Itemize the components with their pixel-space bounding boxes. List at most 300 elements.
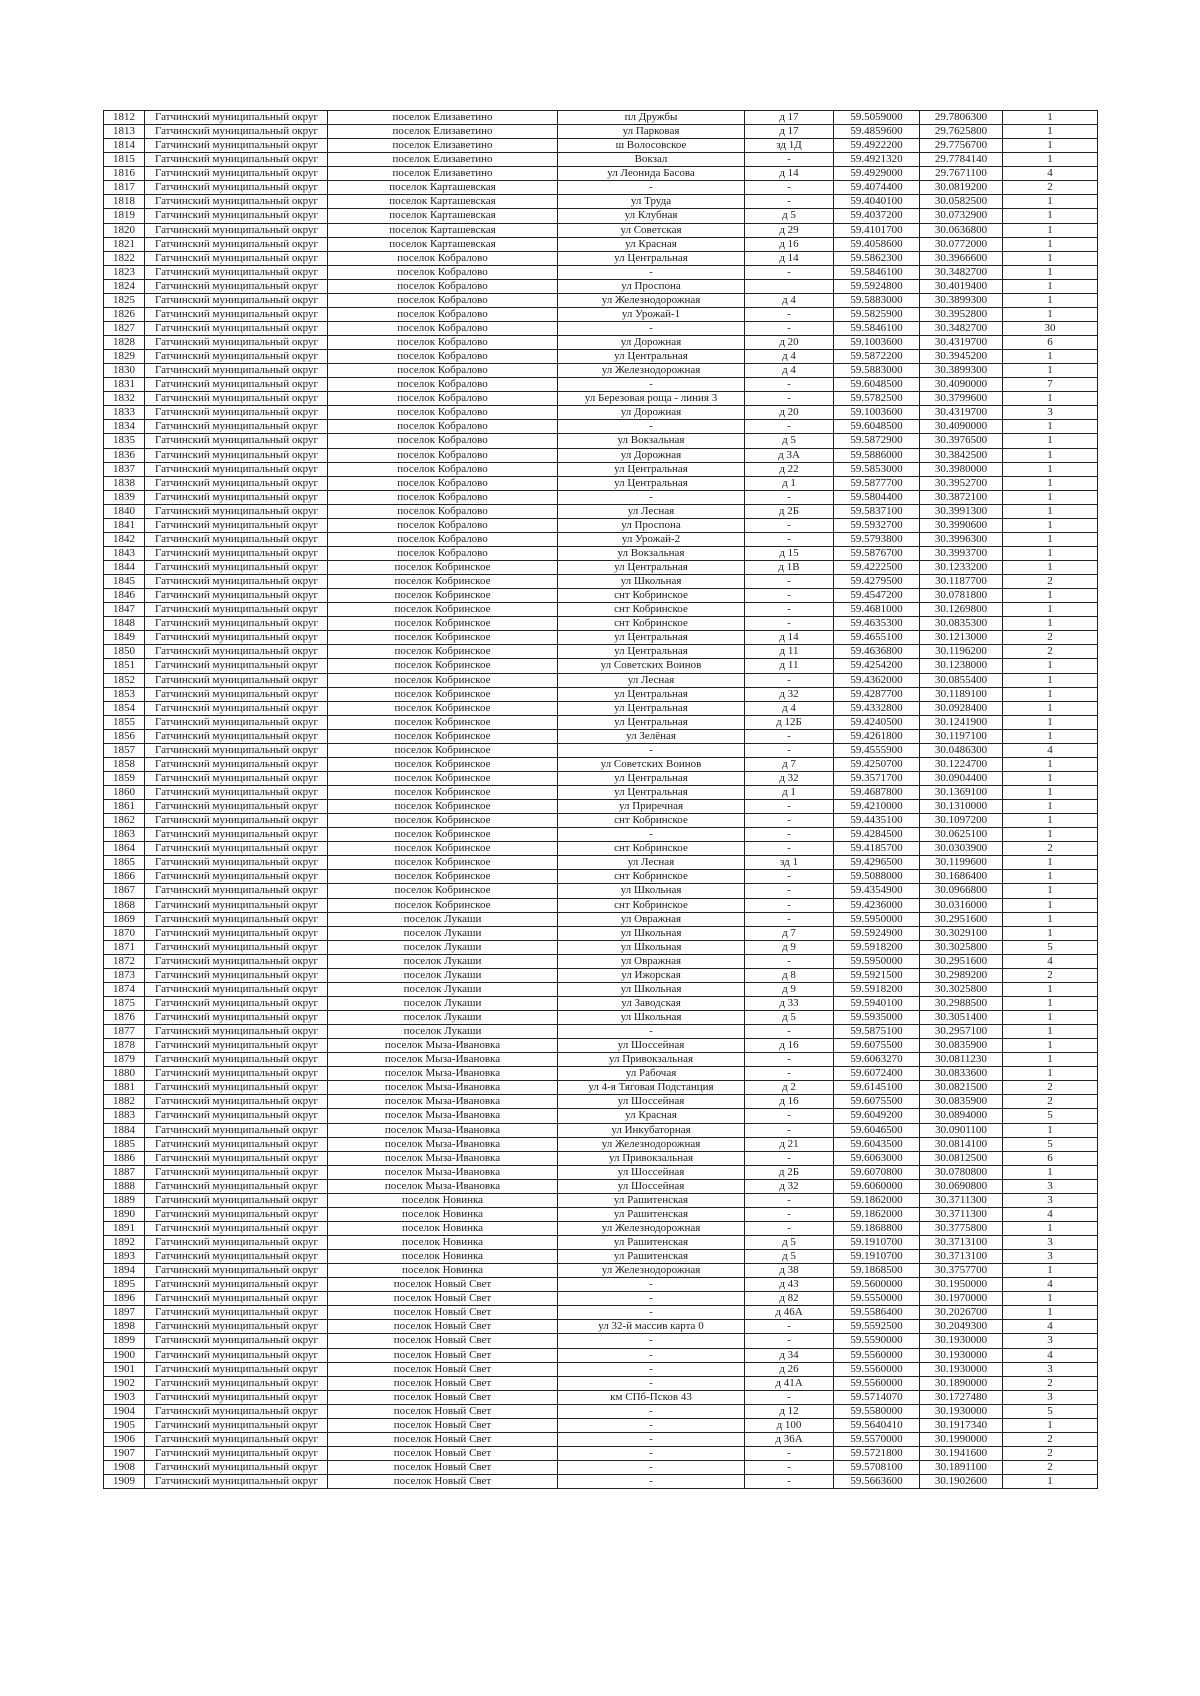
- longitude-cell: 30.4090000: [920, 378, 1003, 392]
- house-cell: д 17: [745, 125, 834, 139]
- district-cell: Гатчинский муниципальный округ: [145, 125, 328, 139]
- row-number-cell: 1879: [104, 1053, 145, 1067]
- street-cell: -: [558, 828, 745, 842]
- longitude-cell: 29.7625800: [920, 125, 1003, 139]
- row-number-cell: 1877: [104, 1025, 145, 1039]
- house-cell: -: [745, 490, 834, 504]
- row-number-cell: 1818: [104, 195, 145, 209]
- house-cell: д 15: [745, 546, 834, 560]
- table-row: [104, 1404, 1098, 1418]
- table-row: [104, 518, 1098, 532]
- street-cell: -: [558, 181, 745, 195]
- count-cell: 1: [1003, 490, 1098, 504]
- longitude-cell: 30.3899300: [920, 364, 1003, 378]
- row-number-cell: 1833: [104, 406, 145, 420]
- settlement-cell: поселок Лукаши: [328, 968, 558, 982]
- row-number-cell: 1837: [104, 462, 145, 476]
- row-number-cell: 1859: [104, 771, 145, 785]
- table-row: [104, 1236, 1098, 1250]
- table-row: [104, 1432, 1098, 1446]
- house-cell: -: [745, 617, 834, 631]
- row-number-cell: 1871: [104, 940, 145, 954]
- count-cell: 2: [1003, 181, 1098, 195]
- street-cell: снт Кобринское: [558, 617, 745, 631]
- district-cell: Гатчинский муниципальный округ: [145, 1236, 328, 1250]
- house-cell: д 14: [745, 251, 834, 265]
- district-cell: Гатчинский муниципальный округ: [145, 167, 328, 181]
- row-number-cell: 1873: [104, 968, 145, 982]
- row-number-cell: 1861: [104, 800, 145, 814]
- settlement-cell: поселок Кобралово: [328, 434, 558, 448]
- longitude-cell: 30.3990600: [920, 518, 1003, 532]
- row-number-cell: 1851: [104, 659, 145, 673]
- street-cell: -: [558, 1348, 745, 1362]
- house-cell: д 20: [745, 406, 834, 420]
- district-cell: Гатчинский муниципальный округ: [145, 912, 328, 926]
- settlement-cell: поселок Кобринское: [328, 617, 558, 631]
- house-cell: д 5: [745, 209, 834, 223]
- settlement-cell: поселок Новый Свет: [328, 1334, 558, 1348]
- latitude-cell: 59.4185700: [834, 842, 920, 856]
- latitude-cell: 59.6075500: [834, 1039, 920, 1053]
- count-cell: 1: [1003, 350, 1098, 364]
- latitude-cell: 59.1003600: [834, 336, 920, 350]
- district-cell: Гатчинский муниципальный округ: [145, 223, 328, 237]
- longitude-cell: 30.1891100: [920, 1461, 1003, 1475]
- street-cell: снт Кобринское: [558, 603, 745, 617]
- longitude-cell: 30.3899300: [920, 293, 1003, 307]
- count-cell: 1: [1003, 1292, 1098, 1306]
- longitude-cell: 29.7784140: [920, 153, 1003, 167]
- longitude-cell: 30.1241900: [920, 715, 1003, 729]
- street-cell: ул Овражная: [558, 954, 745, 968]
- table-row: [104, 589, 1098, 603]
- street-cell: ул Центральная: [558, 631, 745, 645]
- latitude-cell: 59.4240500: [834, 715, 920, 729]
- table-row: [104, 743, 1098, 757]
- table-row: [104, 546, 1098, 560]
- count-cell: 1: [1003, 139, 1098, 153]
- row-number-cell: 1839: [104, 490, 145, 504]
- count-cell: 1: [1003, 434, 1098, 448]
- count-cell: 1: [1003, 659, 1098, 673]
- row-number-cell: 1848: [104, 617, 145, 631]
- row-number-cell: 1844: [104, 561, 145, 575]
- street-cell: ул Проспона: [558, 518, 745, 532]
- table-row: [104, 504, 1098, 518]
- street-cell: -: [558, 1404, 745, 1418]
- settlement-cell: поселок Новинка: [328, 1193, 558, 1207]
- longitude-cell: 30.3842500: [920, 448, 1003, 462]
- district-cell: Гатчинский муниципальный округ: [145, 490, 328, 504]
- row-number-cell: 1864: [104, 842, 145, 856]
- settlement-cell: поселок Новый Свет: [328, 1306, 558, 1320]
- district-cell: Гатчинский муниципальный округ: [145, 828, 328, 842]
- street-cell: ул Березовая роща - линия 3: [558, 392, 745, 406]
- house-cell: -: [745, 420, 834, 434]
- count-cell: 1: [1003, 1011, 1098, 1025]
- count-cell: 2: [1003, 1461, 1098, 1475]
- settlement-cell: поселок Новинка: [328, 1221, 558, 1235]
- district-cell: Гатчинский муниципальный округ: [145, 659, 328, 673]
- settlement-cell: поселок Кобринское: [328, 856, 558, 870]
- table-row: [104, 701, 1098, 715]
- table-row: [104, 771, 1098, 785]
- row-number-cell: 1834: [104, 420, 145, 434]
- house-cell: д 20: [745, 336, 834, 350]
- count-cell: 1: [1003, 1123, 1098, 1137]
- row-number-cell: 1815: [104, 153, 145, 167]
- latitude-cell: 59.5088000: [834, 870, 920, 884]
- latitude-cell: 59.5883000: [834, 364, 920, 378]
- row-number-cell: 1817: [104, 181, 145, 195]
- latitude-cell: 59.5921500: [834, 968, 920, 982]
- settlement-cell: поселок Мыза-Ивановка: [328, 1053, 558, 1067]
- house-cell: д 38: [745, 1264, 834, 1278]
- street-cell: ул Школьная: [558, 884, 745, 898]
- district-cell: Гатчинский муниципальный округ: [145, 350, 328, 364]
- settlement-cell: поселок Новый Свет: [328, 1362, 558, 1376]
- latitude-cell: 59.5560000: [834, 1362, 920, 1376]
- house-cell: д 46А: [745, 1306, 834, 1320]
- longitude-cell: 30.1930000: [920, 1334, 1003, 1348]
- house-cell: д 12Б: [745, 715, 834, 729]
- settlement-cell: поселок Кобринское: [328, 701, 558, 715]
- street-cell: ул Привокзальная: [558, 1053, 745, 1067]
- house-cell: -: [745, 518, 834, 532]
- street-cell: -: [558, 1334, 745, 1348]
- latitude-cell: 59.4435100: [834, 814, 920, 828]
- street-cell: -: [558, 743, 745, 757]
- settlement-cell: поселок Кобринское: [328, 828, 558, 842]
- count-cell: 1: [1003, 771, 1098, 785]
- district-cell: Гатчинский муниципальный округ: [145, 1292, 328, 1306]
- district-cell: Гатчинский муниципальный округ: [145, 1165, 328, 1179]
- table-row: [104, 406, 1098, 420]
- longitude-cell: 30.0690800: [920, 1179, 1003, 1193]
- street-cell: снт Кобринское: [558, 870, 745, 884]
- table-row: [104, 673, 1098, 687]
- house-cell: д 9: [745, 982, 834, 996]
- settlement-cell: поселок Кобралово: [328, 378, 558, 392]
- longitude-cell: 30.3713100: [920, 1236, 1003, 1250]
- settlement-cell: поселок Елизаветино: [328, 139, 558, 153]
- latitude-cell: 59.5846100: [834, 265, 920, 279]
- table-row: [104, 842, 1098, 856]
- district-cell: Гатчинский муниципальный округ: [145, 603, 328, 617]
- district-cell: Гатчинский муниципальный округ: [145, 1025, 328, 1039]
- settlement-cell: поселок Мыза-Ивановка: [328, 1137, 558, 1151]
- table-row: [104, 139, 1098, 153]
- settlement-cell: поселок Лукаши: [328, 996, 558, 1010]
- settlement-cell: поселок Мыза-Ивановка: [328, 1109, 558, 1123]
- settlement-cell: поселок Мыза-Ивановка: [328, 1123, 558, 1137]
- latitude-cell: 59.5935000: [834, 1011, 920, 1025]
- row-number-cell: 1825: [104, 293, 145, 307]
- count-cell: 1: [1003, 195, 1098, 209]
- row-number-cell: 1905: [104, 1418, 145, 1432]
- count-cell: 1: [1003, 814, 1098, 828]
- table-row: [104, 575, 1098, 589]
- latitude-cell: 59.4636800: [834, 645, 920, 659]
- house-cell: -: [745, 1025, 834, 1039]
- longitude-cell: 30.3482700: [920, 321, 1003, 335]
- house-cell: д 7: [745, 926, 834, 940]
- count-cell: 4: [1003, 743, 1098, 757]
- latitude-cell: 59.4332800: [834, 701, 920, 715]
- house-cell: -: [745, 195, 834, 209]
- count-cell: 7: [1003, 378, 1098, 392]
- count-cell: 1: [1003, 589, 1098, 603]
- house-cell: д 29: [745, 223, 834, 237]
- table-row: [104, 251, 1098, 265]
- table-row: [104, 828, 1098, 842]
- district-cell: Гатчинский муниципальный округ: [145, 898, 328, 912]
- latitude-cell: 59.6063000: [834, 1151, 920, 1165]
- row-number-cell: 1866: [104, 870, 145, 884]
- row-number-cell: 1876: [104, 1011, 145, 1025]
- latitude-cell: 59.5782500: [834, 392, 920, 406]
- district-cell: Гатчинский муниципальный округ: [145, 940, 328, 954]
- house-cell: -: [745, 589, 834, 603]
- table-row: [104, 195, 1098, 209]
- settlement-cell: поселок Мыза-Ивановка: [328, 1081, 558, 1095]
- longitude-cell: 30.3775800: [920, 1221, 1003, 1235]
- settlement-cell: поселок Кобринское: [328, 771, 558, 785]
- row-number-cell: 1823: [104, 265, 145, 279]
- street-cell: ул Железнодорожная: [558, 1221, 745, 1235]
- district-cell: Гатчинский муниципальный округ: [145, 1390, 328, 1404]
- longitude-cell: 30.1950000: [920, 1278, 1003, 1292]
- settlement-cell: поселок Кобралово: [328, 392, 558, 406]
- settlement-cell: поселок Новый Свет: [328, 1432, 558, 1446]
- latitude-cell: 59.5550000: [834, 1292, 920, 1306]
- count-cell: 2: [1003, 575, 1098, 589]
- latitude-cell: 59.5872900: [834, 434, 920, 448]
- row-number-cell: 1880: [104, 1067, 145, 1081]
- district-cell: Гатчинский муниципальный округ: [145, 1179, 328, 1193]
- latitude-cell: 59.4037200: [834, 209, 920, 223]
- latitude-cell: 59.4284500: [834, 828, 920, 842]
- row-number-cell: 1886: [104, 1151, 145, 1165]
- district-cell: Гатчинский муниципальный округ: [145, 1348, 328, 1362]
- count-cell: 1: [1003, 1475, 1098, 1489]
- settlement-cell: поселок Кобринское: [328, 659, 558, 673]
- longitude-cell: 30.3980000: [920, 462, 1003, 476]
- street-cell: ул Рашитенская: [558, 1207, 745, 1221]
- street-cell: ул Шоссейная: [558, 1095, 745, 1109]
- row-number-cell: 1908: [104, 1461, 145, 1475]
- settlement-cell: поселок Кобралово: [328, 406, 558, 420]
- longitude-cell: 30.0835900: [920, 1039, 1003, 1053]
- latitude-cell: 59.1868800: [834, 1221, 920, 1235]
- table-row: [104, 757, 1098, 771]
- row-number-cell: 1852: [104, 673, 145, 687]
- street-cell: ул Центральная: [558, 476, 745, 490]
- longitude-cell: 30.0928400: [920, 701, 1003, 715]
- street-cell: ул Заводская: [558, 996, 745, 1010]
- house-cell: -: [745, 800, 834, 814]
- district-cell: Гатчинский муниципальный округ: [145, 575, 328, 589]
- settlement-cell: поселок Новый Свет: [328, 1418, 558, 1432]
- district-cell: Гатчинский муниципальный округ: [145, 293, 328, 307]
- street-cell: ул Дорожная: [558, 336, 745, 350]
- table-row: [104, 265, 1098, 279]
- count-cell: 6: [1003, 1151, 1098, 1165]
- district-cell: Гатчинский муниципальный округ: [145, 406, 328, 420]
- row-number-cell: 1816: [104, 167, 145, 181]
- house-cell: -: [745, 532, 834, 546]
- count-cell: 1: [1003, 223, 1098, 237]
- settlement-cell: поселок Кобралово: [328, 448, 558, 462]
- longitude-cell: 30.0303900: [920, 842, 1003, 856]
- row-number-cell: 1893: [104, 1250, 145, 1264]
- street-cell: -: [558, 321, 745, 335]
- row-number-cell: 1846: [104, 589, 145, 603]
- table-row: [104, 1067, 1098, 1081]
- latitude-cell: 59.4287700: [834, 687, 920, 701]
- latitude-cell: 59.6049200: [834, 1109, 920, 1123]
- district-cell: Гатчинский муниципальный округ: [145, 757, 328, 771]
- table-row: [104, 1278, 1098, 1292]
- row-number-cell: 1832: [104, 392, 145, 406]
- settlement-cell: поселок Мыза-Ивановка: [328, 1067, 558, 1081]
- house-cell: -: [745, 1461, 834, 1475]
- house-cell: д 4: [745, 293, 834, 307]
- street-cell: -: [558, 420, 745, 434]
- longitude-cell: 30.1196200: [920, 645, 1003, 659]
- house-cell: -: [745, 1446, 834, 1460]
- count-cell: 2: [1003, 1081, 1098, 1095]
- latitude-cell: 59.6145100: [834, 1081, 920, 1095]
- latitude-cell: 59.4296500: [834, 856, 920, 870]
- district-cell: Гатчинский муниципальный округ: [145, 378, 328, 392]
- table-row: [104, 786, 1098, 800]
- longitude-cell: 30.4319700: [920, 406, 1003, 420]
- count-cell: 3: [1003, 406, 1098, 420]
- house-cell: -: [745, 1151, 834, 1165]
- count-cell: 1: [1003, 476, 1098, 490]
- count-cell: 1: [1003, 265, 1098, 279]
- district-cell: Гатчинский муниципальный округ: [145, 1362, 328, 1376]
- district-cell: Гатчинский муниципальный округ: [145, 645, 328, 659]
- street-cell: снт Кобринское: [558, 814, 745, 828]
- settlement-cell: поселок Кобринское: [328, 575, 558, 589]
- count-cell: 1: [1003, 237, 1098, 251]
- house-cell: д 32: [745, 771, 834, 785]
- count-cell: 5: [1003, 1404, 1098, 1418]
- row-number-cell: 1906: [104, 1432, 145, 1446]
- count-cell: 1: [1003, 125, 1098, 139]
- longitude-cell: 30.0894000: [920, 1109, 1003, 1123]
- street-cell: ул Зелёная: [558, 729, 745, 743]
- latitude-cell: 59.4236000: [834, 898, 920, 912]
- longitude-cell: 30.0812500: [920, 1151, 1003, 1165]
- table-row: [104, 968, 1098, 982]
- latitude-cell: 59.4058600: [834, 237, 920, 251]
- street-cell: -: [558, 1306, 745, 1320]
- longitude-cell: 30.0636800: [920, 223, 1003, 237]
- row-number-cell: 1890: [104, 1207, 145, 1221]
- longitude-cell: 30.2049300: [920, 1320, 1003, 1334]
- table-row: [104, 631, 1098, 645]
- house-cell: -: [745, 307, 834, 321]
- longitude-cell: 30.1224700: [920, 757, 1003, 771]
- house-cell: д 1В: [745, 561, 834, 575]
- latitude-cell: 59.5872200: [834, 350, 920, 364]
- row-number-cell: 1901: [104, 1362, 145, 1376]
- longitude-cell: 30.1727480: [920, 1390, 1003, 1404]
- latitude-cell: 59.5918200: [834, 940, 920, 954]
- count-cell: 1: [1003, 828, 1098, 842]
- table-row: [104, 153, 1098, 167]
- district-cell: Гатчинский муниципальный округ: [145, 814, 328, 828]
- settlement-cell: поселок Кобринское: [328, 757, 558, 771]
- longitude-cell: 30.0966800: [920, 884, 1003, 898]
- district-cell: Гатчинский муниципальный округ: [145, 1306, 328, 1320]
- table-row: [104, 237, 1098, 251]
- settlement-cell: поселок Кобралово: [328, 293, 558, 307]
- settlement-cell: поселок Мыза-Ивановка: [328, 1179, 558, 1193]
- street-cell: ул Вокзальная: [558, 434, 745, 448]
- table-row: [104, 1390, 1098, 1404]
- table-row: [104, 926, 1098, 940]
- street-cell: -: [558, 1376, 745, 1390]
- count-cell: 1: [1003, 1067, 1098, 1081]
- latitude-cell: 59.4922200: [834, 139, 920, 153]
- row-number-cell: 1868: [104, 898, 145, 912]
- street-cell: ул Шоссейная: [558, 1039, 745, 1053]
- house-cell: д 14: [745, 167, 834, 181]
- count-cell: 1: [1003, 111, 1098, 125]
- district-cell: Гатчинский муниципальный округ: [145, 800, 328, 814]
- street-cell: -: [558, 1418, 745, 1432]
- settlement-cell: поселок Елизаветино: [328, 167, 558, 181]
- district-cell: Гатчинский муниципальный округ: [145, 1475, 328, 1489]
- street-cell: -: [558, 1278, 745, 1292]
- district-cell: Гатчинский муниципальный округ: [145, 321, 328, 335]
- table-row: [104, 1053, 1098, 1067]
- row-number-cell: 1884: [104, 1123, 145, 1137]
- table-row: [104, 1123, 1098, 1137]
- table-row: [104, 645, 1098, 659]
- settlement-cell: поселок Карташевская: [328, 181, 558, 195]
- count-cell: 1: [1003, 870, 1098, 884]
- count-cell: 1: [1003, 209, 1098, 223]
- street-cell: ул Парковая: [558, 125, 745, 139]
- house-cell: -: [745, 912, 834, 926]
- settlement-cell: поселок Лукаши: [328, 954, 558, 968]
- table-row: [104, 392, 1098, 406]
- longitude-cell: 30.3482700: [920, 265, 1003, 279]
- district-cell: Гатчинский муниципальный округ: [145, 1404, 328, 1418]
- district-cell: Гатчинский муниципальный округ: [145, 420, 328, 434]
- longitude-cell: 30.0772000: [920, 237, 1003, 251]
- settlement-cell: поселок Кобринское: [328, 743, 558, 757]
- row-number-cell: 1855: [104, 715, 145, 729]
- street-cell: снт Кобринское: [558, 842, 745, 856]
- longitude-cell: 30.1930000: [920, 1404, 1003, 1418]
- district-cell: Гатчинский муниципальный округ: [145, 743, 328, 757]
- district-cell: Гатчинский муниципальный округ: [145, 842, 328, 856]
- table-row: [104, 1461, 1098, 1475]
- count-cell: 1: [1003, 462, 1098, 476]
- longitude-cell: 30.3029100: [920, 926, 1003, 940]
- district-cell: Гатчинский муниципальный округ: [145, 448, 328, 462]
- settlement-cell: поселок Кобринское: [328, 898, 558, 912]
- row-number-cell: 1841: [104, 518, 145, 532]
- settlement-cell: поселок Кобралово: [328, 546, 558, 560]
